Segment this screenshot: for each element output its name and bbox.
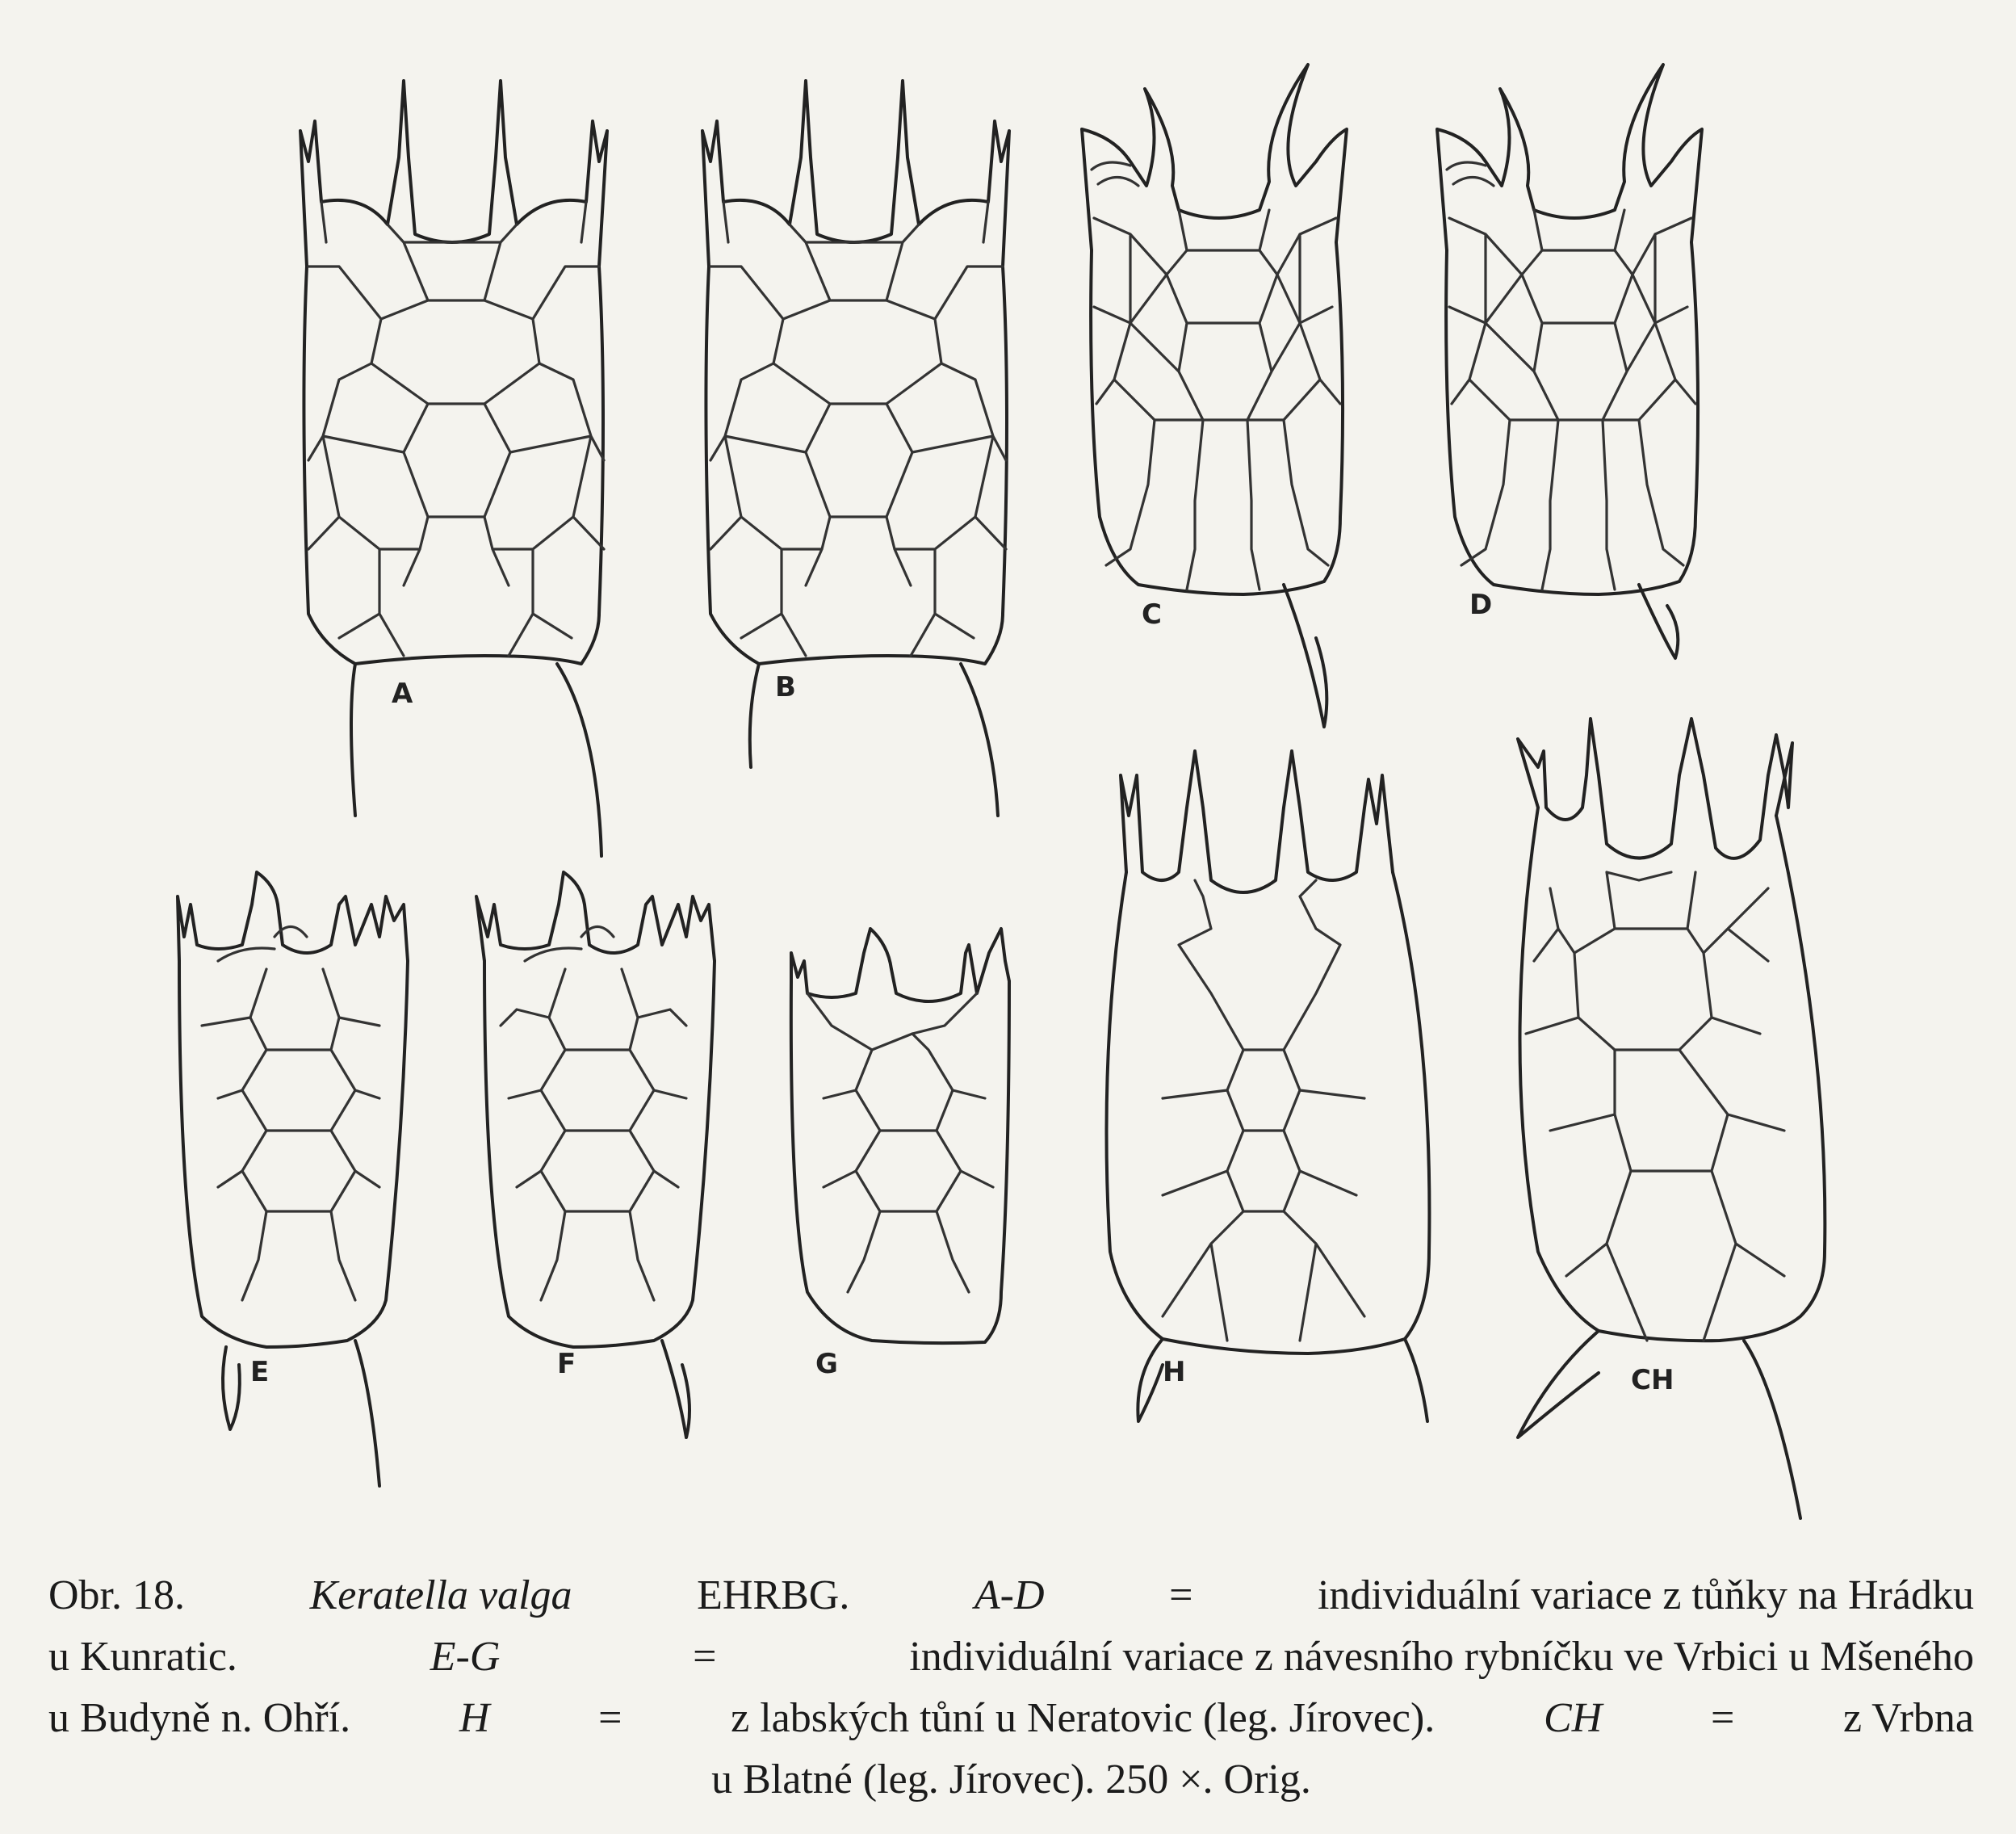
- equals-sign: =: [693, 1634, 717, 1680]
- caption-line-1: [48, 1565, 1974, 1626]
- label-a: A: [392, 678, 413, 710]
- label-h-ref: H: [459, 1695, 490, 1741]
- caption-line-4: u Blatné (leg. Jírovec). 250 ×. Orig.: [711, 1756, 1311, 1803]
- figure-caption: [48, 1565, 1974, 1811]
- caption-line-2: [48, 1626, 1974, 1688]
- specimen-ch: [1518, 719, 1825, 1518]
- equals-sign: =: [598, 1695, 622, 1741]
- equals-sign: =: [1710, 1695, 1735, 1741]
- label-ch-ref: CH: [1544, 1695, 1603, 1741]
- caption-locality: u Kunratic.: [48, 1634, 237, 1680]
- caption-text-ch: z Vrbna: [1843, 1695, 1974, 1741]
- label-ch: CH: [1631, 1364, 1674, 1396]
- specimen-d: [1437, 65, 1702, 658]
- label-f: F: [557, 1348, 576, 1380]
- equals-sign: =: [1169, 1572, 1193, 1618]
- label-g: G: [815, 1348, 838, 1380]
- specimen-f: [476, 872, 715, 1437]
- caption-text-a-d: individuální variace z tůňky na Hrádku: [1317, 1572, 1974, 1618]
- range-e-g: E-G: [430, 1634, 501, 1680]
- label-b: B: [775, 671, 796, 703]
- caption-text-e-g: individuální variace z návesního rybníčku ve Vrbici u Mšeného: [909, 1634, 1974, 1680]
- figure-number: 18.: [132, 1572, 185, 1618]
- specimen-h: [1107, 751, 1430, 1421]
- caption-prefix: Obr.: [48, 1572, 132, 1618]
- label-d: D: [1469, 589, 1493, 621]
- range-a-d: A-D: [974, 1572, 1045, 1618]
- specimen-b: [702, 81, 1009, 816]
- species-author: EHRBG.: [697, 1572, 850, 1618]
- specimen-a: [300, 81, 607, 856]
- label-e: E: [250, 1356, 270, 1388]
- caption-line-3: [48, 1688, 1974, 1749]
- specimen-g: [791, 929, 1009, 1380]
- specimen-c: [1082, 65, 1347, 727]
- caption-locality: u Budyně n. Ohří.: [48, 1695, 351, 1741]
- label-h: H: [1163, 1356, 1186, 1388]
- species-name: Keratella valga: [309, 1572, 572, 1618]
- label-c: C: [1142, 598, 1162, 631]
- caption-text-h: z labských tůní u Neratovic (leg. Jírovec).: [731, 1695, 1436, 1741]
- specimen-e: [178, 872, 408, 1486]
